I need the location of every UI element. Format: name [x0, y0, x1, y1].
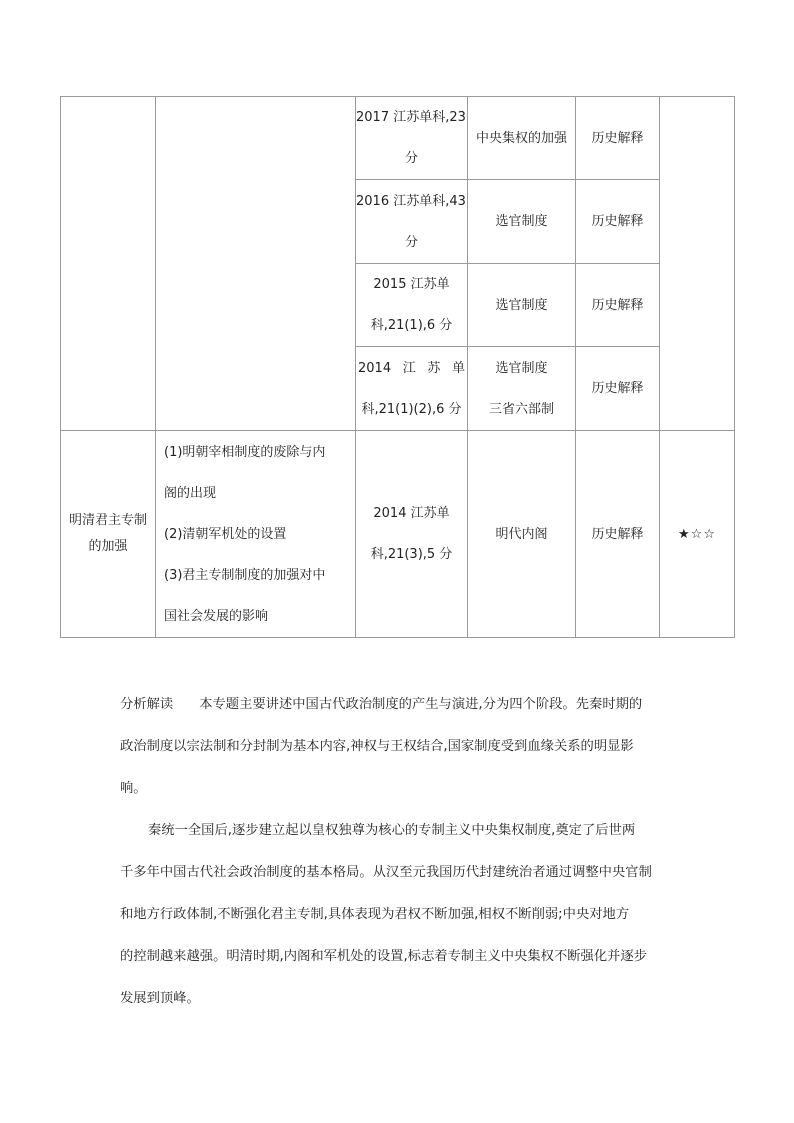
text-line: 的控制越来越强。明清时期,内阁和军机处的设置,标志着专制主义中央集权不断强化并逐步	[120, 949, 648, 964]
source-cell	[356, 180, 468, 264]
content-line: 选官制度	[495, 360, 548, 376]
content-cell: 中央集权的加强	[468, 97, 576, 180]
content-cell: 选官制度	[468, 264, 576, 347]
source-cell	[356, 431, 468, 638]
table-row	[61, 431, 735, 638]
topic-cell: 明清君主专制的加强	[61, 431, 156, 638]
source-line: 科,21(3),5 分	[370, 547, 453, 562]
ability-cell: 历史解释	[576, 180, 660, 264]
analysis-label: 分析解读	[120, 697, 174, 712]
source-line: 科,21(1),6 分	[370, 318, 453, 333]
ability-cell: 历史解释	[576, 264, 660, 347]
point-line: (1)明朝宰相制度的废除与内	[164, 444, 326, 460]
ability-cell: 历史解释	[576, 347, 660, 431]
source-cell	[356, 347, 468, 431]
source-part: 单	[451, 360, 465, 376]
text-line: 千多年中国古代社会政治制度的基本格局。从汉至元我国历代封建统治者通过调整中央官制	[120, 865, 652, 880]
source-line: 科,21(1)(2),6 分	[361, 401, 462, 417]
point-line: (3)君主专制制度的加强对中	[164, 567, 326, 583]
text-line: 秦统一全国后,逐步建立起以皇权独尊为核心的专制主义中央集权制度,奠定了后世两	[148, 823, 636, 838]
content-cell: 选官制度	[468, 180, 576, 264]
source-part: 江	[402, 360, 416, 376]
point-line: (2)清朝军机处的设置	[164, 526, 287, 542]
text-line: 政治制度以宗法制和分封制为基本内容,神权与王权结合,国家制度受到血缘关系的明显影	[120, 739, 634, 754]
source-line: 分	[404, 151, 418, 166]
analysis-paragraph-1	[120, 684, 676, 726]
point-line: 阁的出现	[164, 485, 217, 501]
source-line-justified	[356, 348, 467, 389]
text-line: 和地方行政体制,不断强化君主专制,具体表现为君权不断加强,相权不断削弱;中央对地方	[120, 907, 630, 922]
difficulty-stars: ★☆☆	[660, 431, 735, 638]
source-line: 2014 江苏单	[373, 506, 450, 521]
text-line: 响。	[120, 781, 147, 796]
text-line: 发展到顶峰。	[120, 991, 200, 1006]
point-line: 国社会发展的影响	[164, 608, 269, 624]
source-line: 2016 江苏单科,43	[356, 193, 466, 209]
source-part: 苏	[427, 360, 441, 376]
content-line: 三省六部制	[488, 401, 554, 417]
points-cell-empty	[156, 97, 356, 431]
points-cell	[156, 431, 356, 638]
source-cell	[356, 264, 468, 347]
source-cell	[356, 97, 468, 180]
source-part: 2014	[358, 360, 392, 376]
content-cell: 明代内阁	[468, 431, 576, 638]
text-line: 本专题主要讲述中国古代政治制度的产生与演进,分为四个阶段。先秦时期的	[199, 697, 643, 712]
source-line: 分	[404, 234, 418, 250]
analysis-section	[120, 684, 676, 1020]
table-row	[61, 97, 735, 180]
ability-cell: 历史解释	[576, 431, 660, 638]
stars-cell-empty	[660, 97, 735, 431]
ability-cell: 历史解释	[576, 97, 660, 180]
topic-cell-empty	[61, 97, 156, 431]
source-line: 2017 江苏单科,23	[356, 110, 466, 125]
source-line: 2015 江苏单	[373, 277, 450, 292]
exam-table	[60, 96, 735, 638]
content-cell	[468, 347, 576, 431]
